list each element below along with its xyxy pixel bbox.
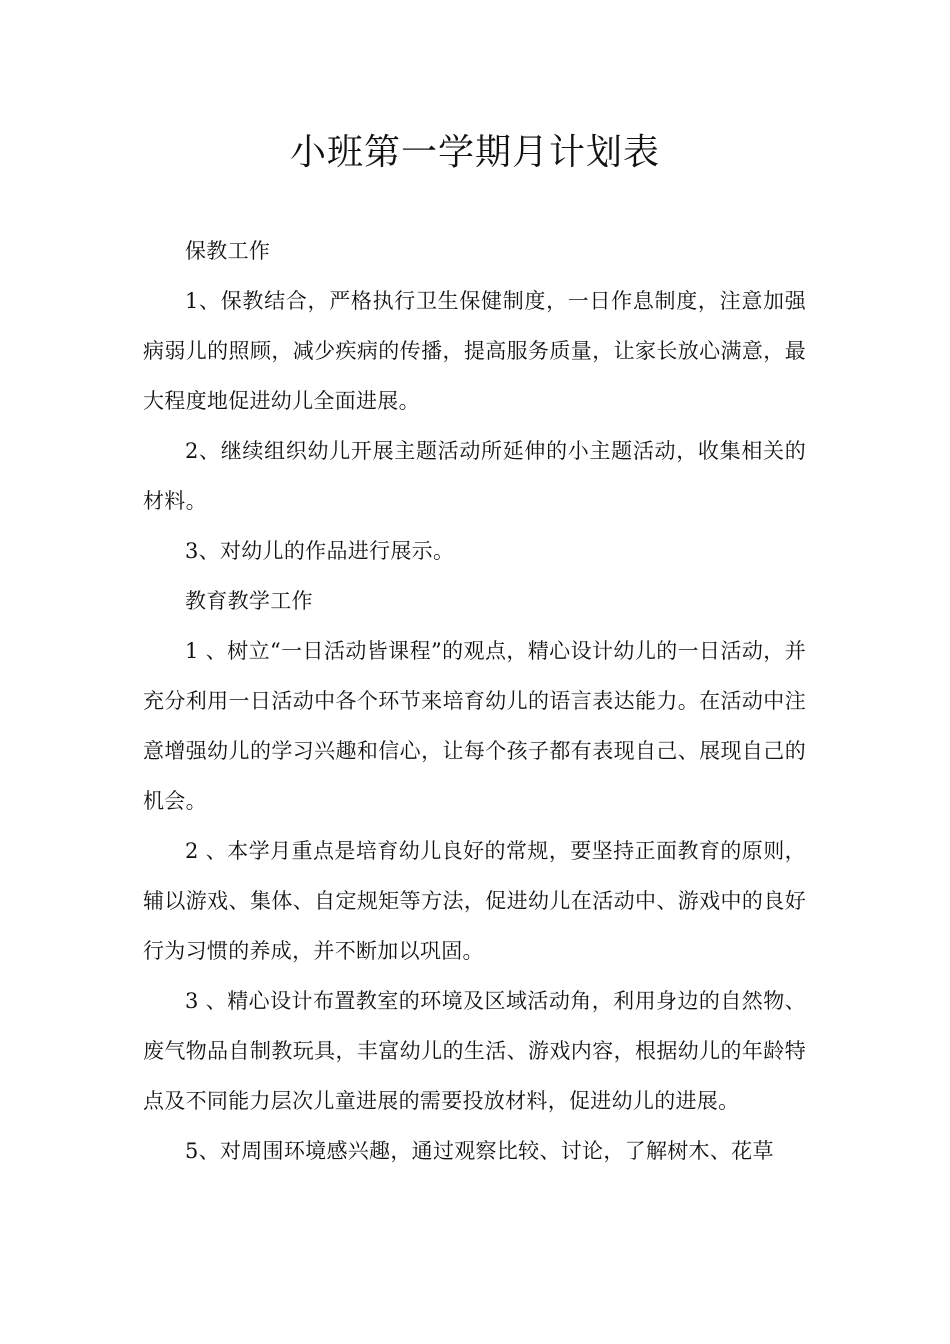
document-title: 小班第一学期月计划表: [289, 132, 660, 173]
section-heading-care: 保教工作: [185, 239, 271, 263]
paragraph: 2、继续组织幼儿开展主题活动所延伸的小主题活动，收集相关的材料。: [143, 439, 806, 513]
document-body: [143, 226, 806, 1176]
paragraph: 3、对幼儿的作品进行展示。: [185, 539, 455, 563]
paragraph: 1 、树立“一日活动皆课程”的观点，精心设计幼儿的一日活动，并充分利用一日活动中各个环节来培育幼儿的语言表达能力。在活动中注意增强幼儿的学习兴趣和信心，让每个孩子都有表现自己、展现自己的机会。: [143, 639, 806, 813]
paragraph: 1、保教结合，严格执行卫生保健制度，一日作息制度，注意加强病弱儿的照顾，减少疾病的传播，提高服务质量，让家长放心满意，最大程度地促进幼儿全面进展。: [143, 289, 806, 413]
paragraph: 2 、本学月重点是培育幼儿良好的常规，要坚持正面教育的原则，辅以游戏、集体、自定规矩等方法，促进幼儿在活动中、游戏中的良好行为习惯的养成，并不断加以巩固。: [143, 839, 806, 963]
paragraph: 3 、精心设计布置教室的环境及区域活动角，利用身边的自然物、废气物品自制教玩具，丰富幼儿的生活、游戏内容，根据幼儿的年龄特点及不同能力层次儿童进展的需要投放材料，促进幼儿的进展。: [143, 989, 806, 1113]
paragraph: 5、对周围环境感兴趣，通过观察比较、讨论，了解树木、花草: [185, 1139, 774, 1163]
section-heading-teaching: 教育教学工作: [185, 589, 313, 613]
